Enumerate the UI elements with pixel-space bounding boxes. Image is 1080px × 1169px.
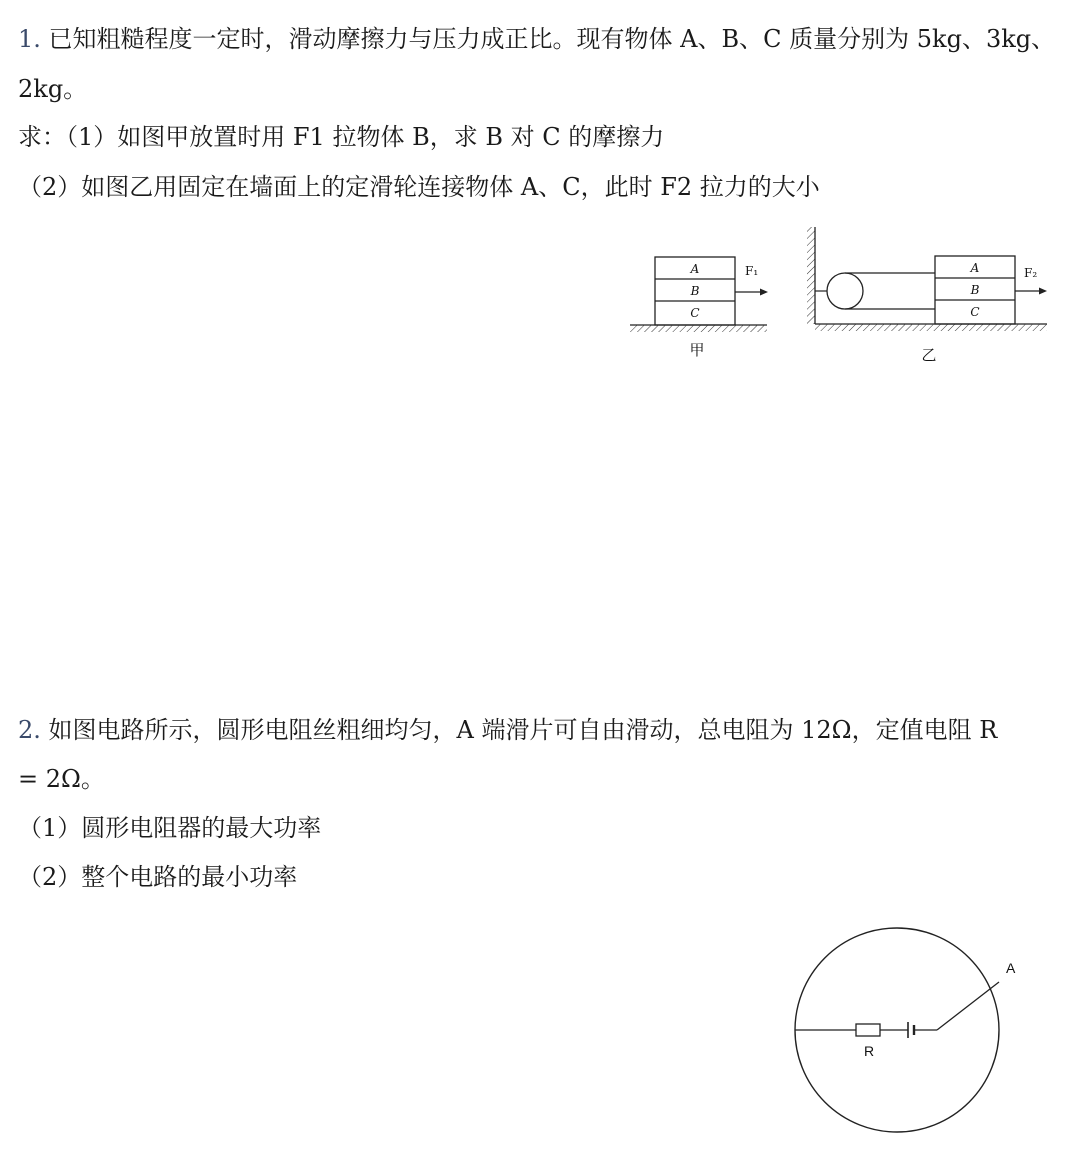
resistor-r bbox=[856, 1024, 880, 1036]
resistor-label: R bbox=[863, 1043, 875, 1059]
q2-line-3: （1）圆形电阻器的最大功率 bbox=[18, 814, 322, 842]
q2-line-4: （2）整个电路的最小功率 bbox=[18, 863, 298, 891]
block-c-label: C bbox=[970, 305, 980, 319]
caption-jia: 甲 bbox=[689, 341, 705, 359]
circuit-figure bbox=[790, 925, 1050, 1165]
q2-line-2: = 2Ω。 bbox=[18, 765, 105, 793]
q1-number: 1 bbox=[18, 25, 34, 53]
slider-label-a: A bbox=[1006, 960, 1016, 976]
pulley bbox=[827, 273, 863, 309]
q2-number: 2 bbox=[18, 716, 34, 744]
figure-yi bbox=[795, 222, 1055, 372]
force-label-f2: F₂ bbox=[1024, 266, 1038, 280]
q2-line-1: 2. 如图电路所示，圆形电阻丝粗细均匀，A 端滑片可自由滑动，总电阻为 12Ω，定值电阻 R bbox=[18, 716, 998, 744]
q1-line-3: 求：（1）如图甲放置时用 F1 拉物体 B，求 B 对 C 的摩擦力 bbox=[18, 123, 665, 151]
block-b-label: B bbox=[970, 283, 980, 297]
q1-line-1: 1. 已知粗糙程度一定时，滑动摩擦力与压力成正比。现有物体 A、B、C 质量分别为 5kg、3kg、 bbox=[18, 25, 1056, 53]
block-a-label: A bbox=[690, 262, 700, 276]
block-b-label: B bbox=[690, 284, 700, 298]
q2-text-1: 如图电路所示，圆形电阻丝粗细均匀，A 端滑片可自由滑动，总电阻为 12Ω，定值电阻 R bbox=[48, 716, 998, 744]
figure-jia bbox=[625, 245, 775, 395]
q1-line-4: （2）如图乙用固定在墙面上的定滑轮连接物体 A、C，此时 F2 拉力的大小 bbox=[18, 173, 820, 201]
force-label-f1: F₁ bbox=[745, 264, 759, 278]
slider-wire bbox=[937, 982, 999, 1030]
block-a-label: A bbox=[970, 261, 980, 275]
q1-line-2: 2kg。 bbox=[18, 75, 88, 103]
block-c-label: C bbox=[690, 306, 700, 320]
caption-yi: 乙 bbox=[921, 346, 937, 364]
q1-text-1: 已知粗糙程度一定时，滑动摩擦力与压力成正比。现有物体 A、B、C 质量分别为 5kg、3kg、 bbox=[48, 25, 1056, 53]
